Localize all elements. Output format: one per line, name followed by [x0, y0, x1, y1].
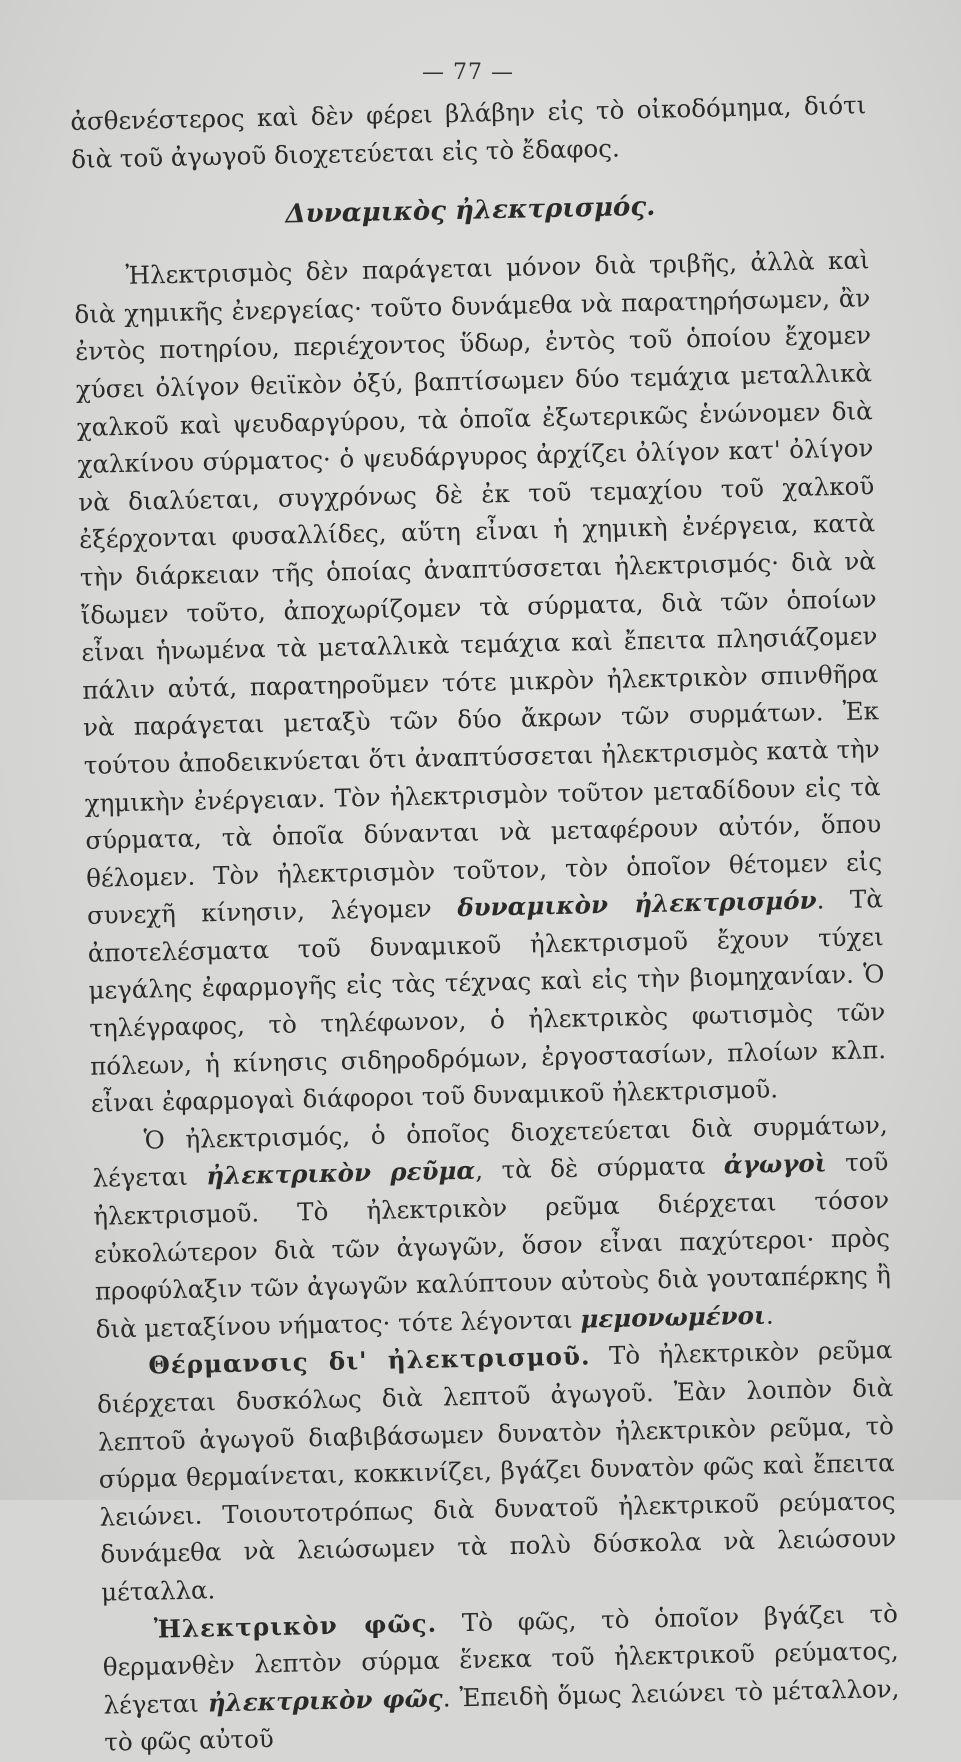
paragraph-electric-current: [91, 1106, 892, 1348]
paragraph-text: Τὸ φῶς, τὸ ὁποῖον βγάζει τὸ θερμανθὲν λεπτὸν σύρμα ἕνεκα τοῦ ἠλεκτρικοῦ ρεύματος, λέγεται: [102, 1598, 899, 1720]
term-electric-light: ἠλεκτρικὸν φῶς: [207, 1683, 443, 1718]
term-electric-current: ἠλεκτρικὸν ρεῦμα: [206, 1156, 476, 1191]
page-number: — 77 —: [422, 60, 514, 85]
paragraph-text: Ὁ ἠλεκτρισμός, ὁ ὁποῖος διοχετεύεται διὰ συρμάτων, λέγεται: [92, 1109, 888, 1194]
subheading-electric-light: Ἠλεκτρικὸν φῶς.: [153, 1608, 438, 1644]
paragraph-text: Ἠλεκτρισμὸς δὲν παράγεται μόνον διὰ τριβῆς, ἀλλὰ καὶ διὰ χημικῆς ἐνεργείας· τοῦτο δυνάμεθα νὰ παρατηρήσωμεν, ἂν ἐντὸς ποτηρίου, περιέχοντος ὕδωρ, ἐντὸς τοῦ ὁποίου ἔχομεν χύσει ὀλίγον θειϊκὸν ὀξύ, βαπτίσωμεν δύο τεμάχια μεταλλικὰ χαλκοῦ καὶ ψευδαργύρου, τὰ ὁποῖα ἐξωτερικῶς ἑνώνομεν διὰ χαλκίνου σύρματος· ὁ ψευδάργυρος ἀρχίζει ὀλίγον κατ' ὀλίγον νὰ διαλύεται, συγχρόνως δὲ ἐκ τοῦ τεμαχίου τοῦ χαλκοῦ ἐξέρχονται φυσαλλίδες, αὕτη εἶναι ἡ χημικὴ ἐνέργεια, κατὰ τὴν διάρκειαν τῆς ὁποίας ἀναπτύσσεται ἠλεκτρισμός· διὰ νὰ ἴδωμεν τοῦτο, ἀποχωρίζομεν τὰ σύρματα, διὰ τῶν ὁποίων εἶναι ἡνωμένα τὰ μεταλλικὰ τεμάχια καὶ ἔπειτα πλησιάζομεν πάλιν αὐτά, παρατηροῦμεν τότε μικρὸν ἠλεκτρικὸν σπινθῆρα νὰ παράγεται μεταξὺ τῶν δύο ἄκρων τῶν συρμάτων. Ἐκ τούτου ἀποδεικνύεται ὅτι ἀναπτύσσεται ἠλεκτρισμὸς κατὰ τὴν χημικὴν ἐνέργειαν. Τὸν ἠλεκτρισμὸν τοῦτον μεταδίδουν εἰς τὰ σύρματα, τὰ ὁποῖα δύνανται νὰ μεταφέρουν αὐτόν, ὅπου θέλομεν. Τὸν ἠλεκτρισμὸν τοῦτον, τὸν ὁποῖον θέτομεν εἰς συνεχῆ κίνησιν, λέγομεν: [74, 245, 883, 931]
section-title: Δυναμικὸς ἠλεκτρισμός.: [285, 191, 656, 230]
paragraph-continuation: ἀσθενέστερος καὶ δὲν φέρει βλάβην εἰς τὸ οἰκοδόμημα, διότι διὰ τοῦ ἀγωγοῦ διοχετεύεται εἰς τὸ ἔδαφος.: [70, 90, 867, 174]
paragraph-heating: [96, 1331, 897, 1611]
page-body: [70, 86, 901, 1761]
term-insulated: μεμονωμένοι: [580, 1300, 767, 1334]
paragraph-dynamic-electricity: [73, 241, 887, 1122]
paragraph-text: , τὰ δὲ σύρματα: [474, 1150, 725, 1186]
paragraph-text: .: [765, 1300, 774, 1330]
subheading-heating: Θέρμανσις δι' ἠλεκτρισμοῦ.: [148, 1341, 591, 1381]
paragraph-text: τοῦ ἠλεκτρισμοῦ. Τὸ ἠλεκτρικὸν ρεῦμα διέρχεται τόσον εὐκολώτερον διὰ τῶν ἀγωγῶν, ὅσον εἶναι παχύτεροι· πρὸς προφύλαξιν τῶν ἀγωγῶν καλύπτουν αὐτοὺς διὰ γουταπέρκης ἢ διὰ μεταξίνου νήματος· τότε λέγονται: [93, 1147, 892, 1344]
paragraph-electric-light: [102, 1595, 901, 1762]
term-dynamic-electricity: δυναμικὸν ἠλεκτρισμόν: [456, 885, 817, 923]
paragraph-text: Τὸ ἠλεκτρικὸν ρεῦμα διέρχεται δυσκόλως διὰ λεπτοῦ ἀγωγοῦ. Ἐὰν λοιπὸν διὰ λεπτοῦ ἀγωγοῦ διαβιβάσωμεν δυνατὸν ἠλεκτρικὸν ρεῦμα, τὸ σύρμα θερμαίνεται, κοκκινίζει, βγάζει δυνατὸν φῶς καὶ ἔπειτα λειώνει. Τοιουτοτρόπως διὰ δυνατοῦ ἠλεκτρικοῦ ρεύματος δυνάμεθα νὰ λειώσωμεν τὰ πολὺ δύσκολα νὰ λειώσουν μέταλλα.: [96, 1335, 897, 1607]
paragraph-text: . Τὰ ἀποτελέσματα τοῦ δυναμικοῦ ἠλεκτρισμοῦ ἔχουν τύχει μεγάλης ἐφαρμογῆς εἰς τὰς τέχνας καὶ εἰς τὴν βιομηχανίαν. Ὁ τηλέγραφος, τὸ τηλέφωνον, ὁ ἠλεκτρικὸς φωτισμὸς τῶν πόλεων, ἡ κίνησις σιδηροδρόμων, ἐργοστασίων, πλοίων κλπ. εἶναι ἐφαρμογαὶ διάφοροι τοῦ δυναμικοῦ ἠλεκτρισμοῦ.: [87, 884, 887, 1119]
term-conductors: ἀγωγοὶ: [723, 1148, 827, 1180]
paragraph-text: . Ἐπειδὴ ὅμως λειώνει τὸ μέταλλον, τὸ φῶς αὐτοῦ: [104, 1673, 900, 1757]
